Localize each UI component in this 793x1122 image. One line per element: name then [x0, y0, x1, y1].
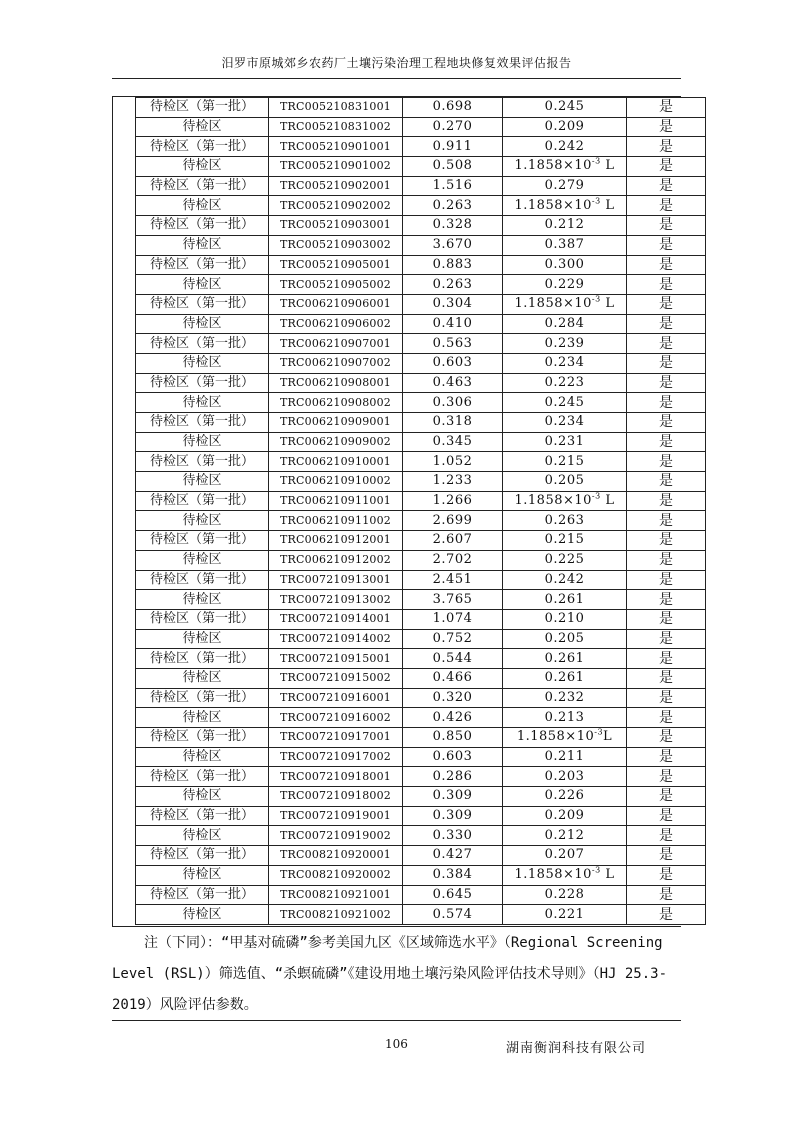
area-cell: 待检区 [136, 865, 269, 885]
result-cell: 是 [627, 491, 706, 511]
value-cell: 2.451 [403, 570, 503, 590]
page-number: 106 [385, 1037, 408, 1051]
sample-code-cell: TRC007210918002 [269, 787, 403, 807]
value-cell: 0.215 [503, 452, 627, 472]
value-cell: 0.574 [403, 905, 503, 925]
result-cell: 是 [627, 688, 706, 708]
table-row [136, 196, 706, 216]
result-cell: 是 [627, 668, 706, 688]
value-cell: 0.234 [503, 353, 627, 373]
table-left-border [112, 96, 113, 926]
result-cell: 是 [627, 275, 706, 295]
results-table-body [136, 98, 706, 925]
sample-code-cell: TRC006210906002 [269, 314, 403, 334]
table-row [136, 373, 706, 393]
value-cell: 0.563 [403, 334, 503, 354]
area-cell: 待检区（第一批） [136, 885, 269, 905]
value-cell: 0.231 [503, 432, 627, 452]
value-cell: 0.242 [503, 137, 627, 157]
value-cell: 0.207 [503, 846, 627, 866]
table-row [136, 235, 706, 255]
result-cell: 是 [627, 708, 706, 728]
value-cell: 0.221 [503, 905, 627, 925]
value-cell: 1.266 [403, 491, 503, 511]
result-cell: 是 [627, 550, 706, 570]
value-cell: 0.209 [503, 806, 627, 826]
table-row [136, 413, 706, 433]
value-cell: 0.263 [403, 196, 503, 216]
table-row [136, 275, 706, 295]
table-row [136, 767, 706, 787]
page-header: 汨罗市原城郊乡农药厂土壤污染治理工程地块修复效果评估报告 [221, 56, 572, 70]
sample-code-cell: TRC006210910002 [269, 472, 403, 492]
area-cell: 待检区（第一批） [136, 806, 269, 826]
table-row [136, 787, 706, 807]
value-cell: 0.328 [403, 216, 503, 236]
value-cell: 0.209 [503, 117, 627, 137]
value-cell: $1.1858\times 10^{-3}$ L [503, 865, 627, 885]
value-cell: 0.306 [403, 393, 503, 413]
table-row [136, 137, 706, 157]
sample-code-cell: TRC008210921001 [269, 885, 403, 905]
result-cell: 是 [627, 570, 706, 590]
sample-code-cell: TRC007210917002 [269, 747, 403, 767]
result-cell: 是 [627, 590, 706, 610]
sample-code-cell: TRC005210903001 [269, 216, 403, 236]
table-row [136, 472, 706, 492]
result-cell: 是 [627, 117, 706, 137]
table-row [136, 905, 706, 925]
value-cell: 0.225 [503, 550, 627, 570]
value-cell: 0.883 [403, 255, 503, 275]
table-row [136, 452, 706, 472]
result-cell: 是 [627, 373, 706, 393]
result-cell: 是 [627, 531, 706, 551]
header-divider [112, 78, 681, 79]
table-row [136, 393, 706, 413]
table-row [136, 255, 706, 275]
sample-code-cell: TRC006210907002 [269, 353, 403, 373]
area-cell: 待检区 [136, 393, 269, 413]
value-cell: 3.765 [403, 590, 503, 610]
table-row [136, 157, 706, 177]
table-row [136, 649, 706, 669]
sample-code-cell: TRC006210909002 [269, 432, 403, 452]
result-cell: 是 [627, 196, 706, 216]
area-cell: 待检区 [136, 629, 269, 649]
sample-code-cell: TRC005210901001 [269, 137, 403, 157]
value-cell: 3.670 [403, 235, 503, 255]
table-row [136, 98, 706, 118]
result-cell: 是 [627, 885, 706, 905]
value-cell: 0.212 [503, 826, 627, 846]
result-cell: 是 [627, 452, 706, 472]
value-cell: 0.212 [503, 216, 627, 236]
value-cell: 0.410 [403, 314, 503, 334]
sample-code-cell: TRC007210915001 [269, 649, 403, 669]
value-cell: 2.699 [403, 511, 503, 531]
area-cell: 待检区（第一批） [136, 294, 269, 314]
area-cell: 待检区（第一批） [136, 255, 269, 275]
area-cell: 待检区 [136, 432, 269, 452]
sample-code-cell: TRC007210913002 [269, 590, 403, 610]
value-cell: 0.645 [403, 885, 503, 905]
value-cell: 0.234 [503, 413, 627, 433]
sample-code-cell: TRC006210907001 [269, 334, 403, 354]
table-row [136, 688, 706, 708]
table-row [136, 590, 706, 610]
value-cell: $1.1858\times 10^{-3}L$ [503, 728, 627, 748]
value-cell: $1.1858\times 10^{-3}$ L [503, 196, 627, 216]
table-row [136, 846, 706, 866]
result-cell: 是 [627, 806, 706, 826]
result-cell: 是 [627, 334, 706, 354]
area-cell: 待检区 [136, 550, 269, 570]
value-cell: 1.233 [403, 472, 503, 492]
table-note: 注（下同）：“甲基对硫磷”参考美国九区《区域筛选水平》（Regional Screening Level (RSL)）筛选值、“杀螟硫磷”《建设用地土壤污染风险评估技术导则》（HJ 25.3-2019）风险评估参数。 [112, 935, 668, 1013]
area-cell: 待检区 [136, 117, 269, 137]
sample-code-cell: TRC005210905001 [269, 255, 403, 275]
value-cell: 1.052 [403, 452, 503, 472]
area-cell: 待检区（第一批） [136, 413, 269, 433]
sample-code-cell: TRC006210908001 [269, 373, 403, 393]
result-cell: 是 [627, 511, 706, 531]
area-cell: 待检区（第一批） [136, 334, 269, 354]
area-cell: 待检区（第一批） [136, 491, 269, 511]
value-cell: 0.205 [503, 629, 627, 649]
value-cell: 0.263 [403, 275, 503, 295]
result-cell: 是 [627, 472, 706, 492]
result-cell: 是 [627, 137, 706, 157]
result-cell: 是 [627, 393, 706, 413]
table-row [136, 353, 706, 373]
value-cell: 0.508 [403, 157, 503, 177]
value-cell: 0.261 [503, 649, 627, 669]
table-row [136, 314, 706, 334]
table-row [136, 728, 706, 748]
company-name: 湖南衡润科技有限公司 [506, 1041, 647, 1056]
area-cell: 待检区（第一批） [136, 452, 269, 472]
sample-code-cell: TRC006210909001 [269, 413, 403, 433]
sample-code-cell: TRC008210921002 [269, 905, 403, 925]
area-cell: 待检区 [136, 314, 269, 334]
value-cell: 0.752 [403, 629, 503, 649]
sample-code-cell: TRC005210902001 [269, 176, 403, 196]
area-cell: 待检区 [136, 905, 269, 925]
area-cell: 待检区 [136, 747, 269, 767]
result-cell: 是 [627, 747, 706, 767]
sample-code-cell: TRC006210912001 [269, 531, 403, 551]
value-cell: 0.245 [503, 98, 627, 118]
sample-code-cell: TRC007210918001 [269, 767, 403, 787]
sample-code-cell: TRC005210902002 [269, 196, 403, 216]
value-cell: 0.263 [503, 511, 627, 531]
value-cell: 0.304 [403, 294, 503, 314]
area-cell: 待检区（第一批） [136, 688, 269, 708]
value-cell: 0.544 [403, 649, 503, 669]
value-cell: 0.210 [503, 609, 627, 629]
result-cell: 是 [627, 649, 706, 669]
area-cell: 待检区（第一批） [136, 846, 269, 866]
value-cell: $1.1858\times 10^{-3}$ L [503, 294, 627, 314]
value-cell: 0.309 [403, 806, 503, 826]
value-cell: 0.345 [403, 432, 503, 452]
result-cell: 是 [627, 294, 706, 314]
footer-divider [112, 1020, 681, 1021]
table-row [136, 609, 706, 629]
result-cell: 是 [627, 629, 706, 649]
value-cell: 0.232 [503, 688, 627, 708]
results-table [135, 97, 706, 925]
table-row [136, 334, 706, 354]
value-cell: $1.1858\times 10^{-3}$ L [503, 157, 627, 177]
value-cell: 0.270 [403, 117, 503, 137]
area-cell: 待检区（第一批） [136, 728, 269, 748]
area-cell: 待检区 [136, 235, 269, 255]
sample-code-cell: TRC007210915002 [269, 668, 403, 688]
result-cell: 是 [627, 846, 706, 866]
sample-code-cell: TRC005210901002 [269, 157, 403, 177]
result-cell: 是 [627, 353, 706, 373]
area-cell: 待检区 [136, 826, 269, 846]
table-row [136, 806, 706, 826]
area-cell: 待检区（第一批） [136, 98, 269, 118]
sample-code-cell: TRC007210914002 [269, 629, 403, 649]
sample-code-cell: TRC008210920002 [269, 865, 403, 885]
result-cell: 是 [627, 905, 706, 925]
value-cell: 0.279 [503, 176, 627, 196]
area-cell: 待检区 [136, 196, 269, 216]
sample-code-cell: TRC007210914001 [269, 609, 403, 629]
table-row [136, 216, 706, 236]
value-cell: 0.318 [403, 413, 503, 433]
result-cell: 是 [627, 314, 706, 334]
value-cell: 0.211 [503, 747, 627, 767]
value-cell: 0.320 [403, 688, 503, 708]
value-cell: 0.226 [503, 787, 627, 807]
area-cell: 待检区 [136, 353, 269, 373]
table-row [136, 531, 706, 551]
sample-code-cell: TRC005210905002 [269, 275, 403, 295]
sample-code-cell: TRC006210906001 [269, 294, 403, 314]
value-cell: 0.228 [503, 885, 627, 905]
value-cell: 0.384 [403, 865, 503, 885]
result-cell: 是 [627, 432, 706, 452]
sample-code-cell: TRC008210920001 [269, 846, 403, 866]
area-cell: 待检区（第一批） [136, 373, 269, 393]
value-cell: 0.427 [403, 846, 503, 866]
area-cell: 待检区（第一批） [136, 767, 269, 787]
result-cell: 是 [627, 767, 706, 787]
value-cell: 2.607 [403, 531, 503, 551]
area-cell: 待检区（第一批） [136, 176, 269, 196]
area-cell: 待检区 [136, 668, 269, 688]
sample-code-cell: TRC007210917001 [269, 728, 403, 748]
value-cell: 0.603 [403, 353, 503, 373]
sample-code-cell: TRC007210913001 [269, 570, 403, 590]
value-cell: 0.245 [503, 393, 627, 413]
table-row [136, 668, 706, 688]
table-row [136, 865, 706, 885]
value-cell: 0.911 [403, 137, 503, 157]
value-cell: 0.229 [503, 275, 627, 295]
table-row [136, 826, 706, 846]
value-cell: 0.603 [403, 747, 503, 767]
value-cell: 0.387 [503, 235, 627, 255]
area-cell: 待检区 [136, 472, 269, 492]
value-cell: 0.203 [503, 767, 627, 787]
value-cell: 0.242 [503, 570, 627, 590]
table-row [136, 176, 706, 196]
sample-code-cell: TRC007210916001 [269, 688, 403, 708]
sample-code-cell: TRC006210910001 [269, 452, 403, 472]
result-cell: 是 [627, 865, 706, 885]
value-cell: 0.300 [503, 255, 627, 275]
result-cell: 是 [627, 826, 706, 846]
value-cell: 1.516 [403, 176, 503, 196]
value-cell: 0.239 [503, 334, 627, 354]
sample-code-cell: TRC007210919001 [269, 806, 403, 826]
result-cell: 是 [627, 255, 706, 275]
value-cell: 0.213 [503, 708, 627, 728]
value-cell: 0.426 [403, 708, 503, 728]
result-cell: 是 [627, 413, 706, 433]
value-cell: 0.698 [403, 98, 503, 118]
table-row [136, 550, 706, 570]
table-row [136, 491, 706, 511]
table-bottom-border [112, 926, 681, 927]
result-cell: 是 [627, 787, 706, 807]
table-row [136, 117, 706, 137]
area-cell: 待检区（第一批） [136, 137, 269, 157]
sample-code-cell: TRC006210908002 [269, 393, 403, 413]
sample-code-cell: TRC005210831001 [269, 98, 403, 118]
area-cell: 待检区 [136, 511, 269, 531]
result-cell: 是 [627, 235, 706, 255]
value-cell: 0.261 [503, 590, 627, 610]
result-cell: 是 [627, 728, 706, 748]
area-cell: 待检区（第一批） [136, 216, 269, 236]
sample-code-cell: TRC007210919002 [269, 826, 403, 846]
value-cell: 0.286 [403, 767, 503, 787]
area-cell: 待检区（第一批） [136, 609, 269, 629]
area-cell: 待检区（第一批） [136, 531, 269, 551]
table-row [136, 747, 706, 767]
sample-code-cell: TRC006210911001 [269, 491, 403, 511]
result-cell: 是 [627, 98, 706, 118]
value-cell: 1.074 [403, 609, 503, 629]
table-row [136, 885, 706, 905]
table-row [136, 570, 706, 590]
table-row [136, 294, 706, 314]
value-cell: 0.261 [503, 668, 627, 688]
value-cell: $1.1858\times 10^{-3}$ L [503, 491, 627, 511]
result-cell: 是 [627, 176, 706, 196]
sample-code-cell: TRC005210831002 [269, 117, 403, 137]
value-cell: 0.205 [503, 472, 627, 492]
value-cell: 0.223 [503, 373, 627, 393]
result-cell: 是 [627, 157, 706, 177]
sample-code-cell: TRC006210911002 [269, 511, 403, 531]
value-cell: 0.463 [403, 373, 503, 393]
result-cell: 是 [627, 609, 706, 629]
table-row [136, 432, 706, 452]
table-row [136, 708, 706, 728]
area-cell: 待检区（第一批） [136, 570, 269, 590]
area-cell: 待检区（第一批） [136, 649, 269, 669]
sample-code-cell: TRC006210912002 [269, 550, 403, 570]
area-cell: 待检区 [136, 787, 269, 807]
area-cell: 待检区 [136, 590, 269, 610]
value-cell: 0.330 [403, 826, 503, 846]
value-cell: 0.215 [503, 531, 627, 551]
table-row [136, 511, 706, 531]
value-cell: 0.466 [403, 668, 503, 688]
value-cell: 0.284 [503, 314, 627, 334]
area-cell: 待检区 [136, 157, 269, 177]
result-cell: 是 [627, 216, 706, 236]
value-cell: 0.850 [403, 728, 503, 748]
table-row [136, 629, 706, 649]
sample-code-cell: TRC005210903002 [269, 235, 403, 255]
value-cell: 2.702 [403, 550, 503, 570]
area-cell: 待检区 [136, 708, 269, 728]
sample-code-cell: TRC007210916002 [269, 708, 403, 728]
area-cell: 待检区 [136, 275, 269, 295]
value-cell: 0.309 [403, 787, 503, 807]
